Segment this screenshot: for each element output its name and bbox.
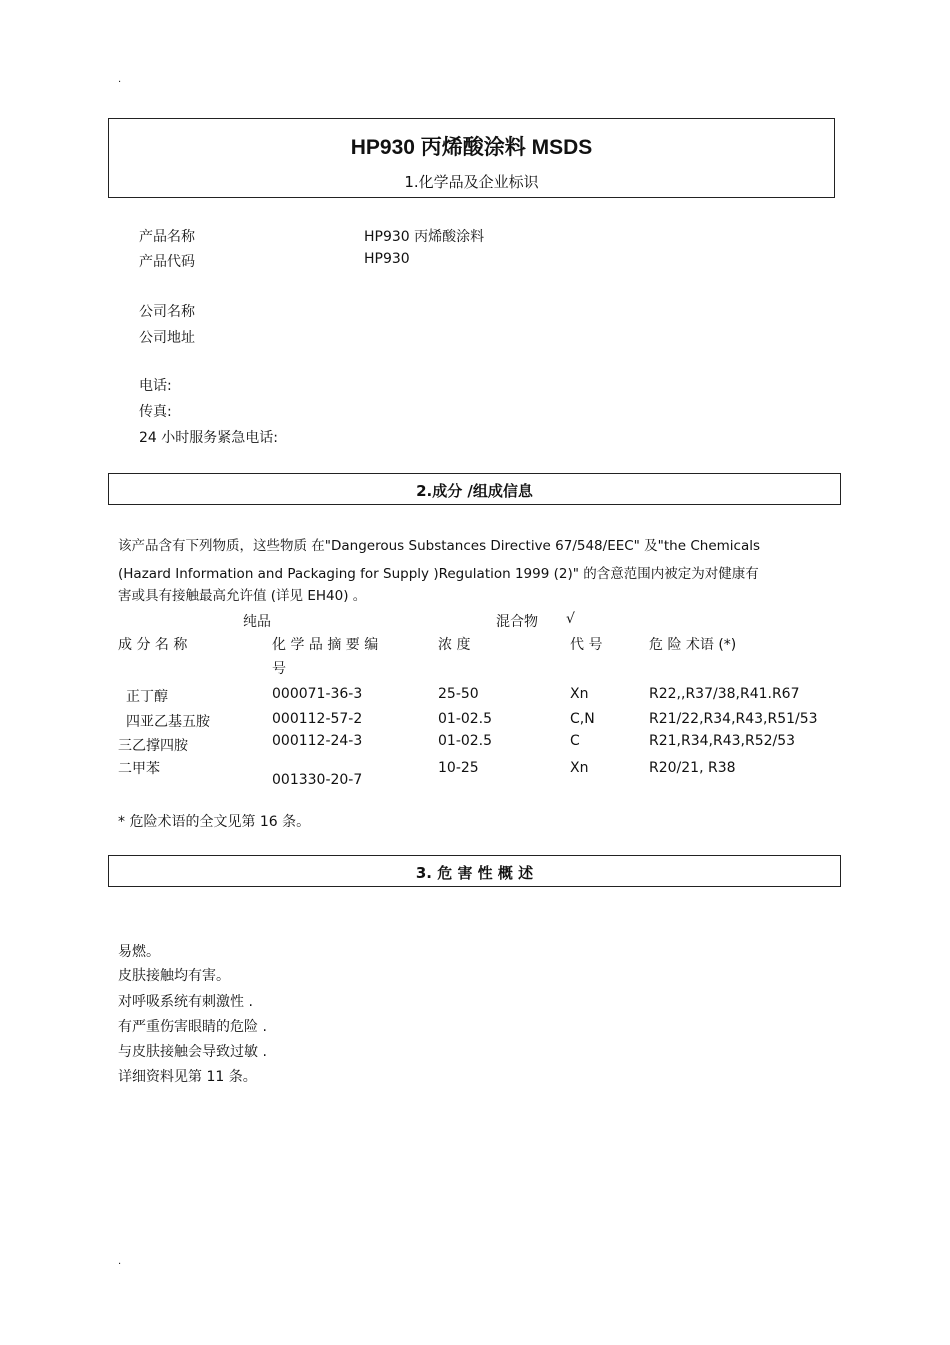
pure-product-label: 纯品 — [243, 614, 271, 630]
company-address-label: 公司地址 — [139, 330, 195, 346]
product-name-label: 产品名称 — [139, 229, 195, 245]
col-header-cas: 化 学 品 摘 要 编 — [272, 637, 379, 653]
table-row-cas: 000112-24-3 — [272, 733, 363, 749]
col-header-cas-line2: 号 — [272, 661, 286, 677]
product-code-label: 产品代码 — [139, 254, 195, 270]
section2-box — [108, 473, 841, 505]
header-box — [108, 118, 835, 198]
product-name-value: HP930 丙烯酸涂料 — [364, 229, 485, 245]
page-top-dot: . — [118, 74, 122, 85]
fax-label: 传真: — [139, 404, 172, 420]
table-row-cas: 000112-57-2 — [272, 711, 363, 727]
table-row-name: 二甲苯 — [118, 761, 160, 777]
table-row-risk: R21,R34,R43,R52/53 — [649, 733, 796, 749]
table-row-code: Xn — [570, 686, 589, 702]
company-name-label: 公司名称 — [139, 304, 195, 320]
hazard-item: 与皮肤接触会导致过敏 . — [118, 1044, 267, 1060]
hazard-item: 易燃。 — [118, 944, 160, 960]
hazard-item: 皮肤接触均有害。 — [118, 968, 230, 984]
table-row-code: C — [570, 733, 580, 749]
composition-paragraph-line3: 害或具有接触最高允许值 (详见 EH40) 。 — [118, 588, 367, 604]
composition-paragraph-line1: 该产品含有下列物质，这些物质 在"Dangerous Substances Directive 67/548/EEC" 及"the Chemicals — [118, 538, 761, 554]
section1-title: 1.化学品及企业标识 — [404, 173, 539, 191]
table-row-risk: R22,,R37/38,R41.R67 — [649, 686, 800, 702]
section3-box — [108, 855, 841, 887]
table-row-name: 四亚乙基五胺 — [126, 714, 210, 730]
table-row-cas: 001330-20-7 — [272, 772, 363, 788]
page-bottom-dot: . — [118, 1256, 122, 1267]
hazard-item: 对呼吸系统有刺激性 . — [118, 994, 253, 1010]
col-header-code: 代 号 — [570, 637, 603, 653]
col-header-name: 成 分 名 称 — [118, 637, 188, 653]
emergency-phone-label: 24 小时服务紧急电话: — [139, 430, 278, 446]
mixture-label: 混合物 — [496, 614, 538, 630]
table-row-risk: R20/21, R38 — [649, 760, 736, 776]
risk-phrase-footnote: * 危险术语的全文见第 16 条。 — [118, 814, 311, 830]
table-row-cas: 000071-36-3 — [272, 686, 363, 702]
hazard-item: 有严重伤害眼睛的危险 . — [118, 1019, 267, 1035]
table-row-concentration: 10-25 — [438, 760, 479, 776]
mixture-check-mark: √ — [566, 611, 575, 627]
table-row-concentration: 25-50 — [438, 686, 479, 702]
section2-title: 2.成分 /组成信息 — [416, 482, 533, 500]
table-row-concentration: 01-02.5 — [438, 711, 493, 727]
table-row-name: 正丁醇 — [126, 689, 168, 705]
table-row-code: Xn — [570, 760, 589, 776]
col-header-concentration: 浓 度 — [438, 637, 471, 653]
composition-paragraph-line2: (Hazard Information and Packaging for Supply )Regulation 1999 (2)" 的含意范围内被定为对健康有 — [118, 566, 759, 582]
col-header-risk: 危 险 术语 (*) — [649, 637, 737, 653]
table-row-name: 三乙撑四胺 — [118, 738, 188, 754]
hazard-item: 详细资料见第 11 条。 — [118, 1069, 257, 1085]
section3-title: 3. 危 害 性 概 述 — [415, 864, 534, 882]
table-row-concentration: 01-02.5 — [438, 733, 493, 749]
table-row-code: C,N — [570, 711, 595, 727]
document-title: HP930 丙烯酸涂料 MSDS — [350, 136, 593, 159]
table-row-risk: R21/22,R34,R43,R51/53 — [649, 711, 818, 727]
phone-label: 电话: — [139, 378, 172, 394]
product-code-value: HP930 — [364, 251, 410, 267]
